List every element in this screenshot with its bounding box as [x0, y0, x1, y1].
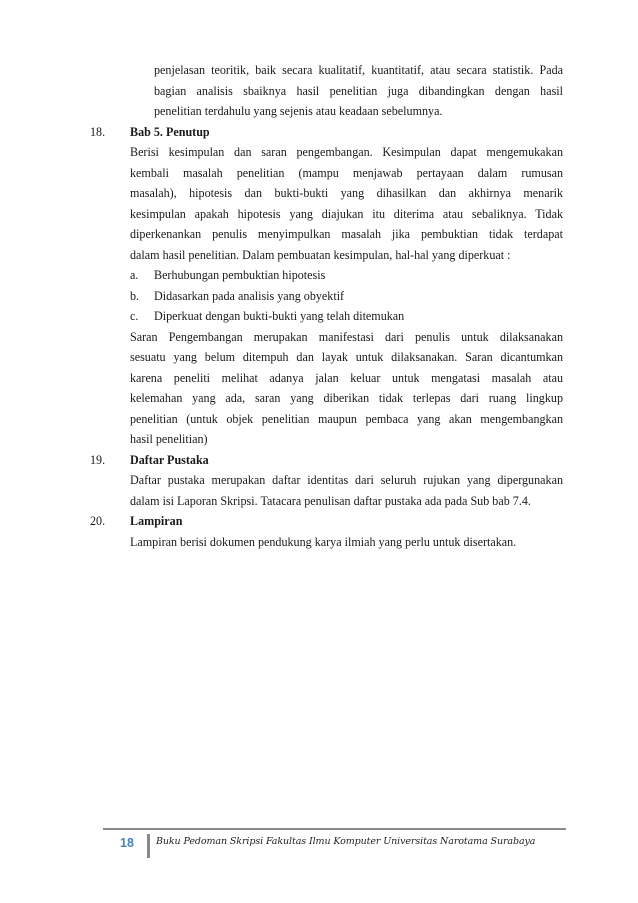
paragraph-line: kembali masalah penelitian (mampu menjawab pertayaan dalam rumusan: [130, 165, 563, 180]
sub-list-letter: a.: [130, 268, 139, 282]
page-footer: [103, 828, 566, 868]
paragraph-line: bagian analisis sbaiknya hasil penelitian juga dibandingkan dengan hasil: [154, 83, 563, 98]
sub-list-letter: c.: [130, 309, 139, 323]
footer-rule: [103, 828, 566, 830]
paragraph-line: masalah), hipotesis dan bukti-bukti yang dihasilkan dan akhirnya menarik: [130, 186, 563, 200]
document-body: [0, 60, 638, 552]
paragraph-line: Berisi kesimpulan dan saran pengembangan. Kesimpulan dapat mengemukakan: [130, 145, 563, 159]
paragraph-line: diperkenankan penulis menyimpulkan masalah jika pembuktian tidak terdapat: [130, 227, 563, 241]
section-heading-row: [0, 122, 638, 143]
sub-list-letter: b.: [130, 288, 140, 303]
paragraph-line: penjelasan teoritik, baik secara kualitatif, kuantitatif, atau secara statistik. Pada: [154, 63, 563, 77]
list-number: 20.: [90, 514, 106, 528]
paragraph-line: kelemahan yang ada, saran yang diberikan tidak terlepas dari ruang lingkup: [130, 391, 563, 405]
paragraph-line: kesimpulan apakah hipotesis yang diajukan itu diterima atau sebaliknya. Tidak: [130, 206, 563, 221]
sub-list-item: [0, 306, 638, 327]
footer-divider: [147, 834, 150, 858]
sub-list-text: Berhubungan pembuktian hipotesis: [154, 268, 326, 282]
section-heading: Bab 5. Penutup: [130, 124, 210, 139]
paragraph-line: hasil penelitian): [130, 432, 208, 446]
paragraph-line: penelitian (untuk objek penelitian maupun pembaca yang akan mengembangkan: [130, 411, 563, 426]
section-heading: Lampiran: [130, 514, 183, 528]
sub-list-item: [0, 286, 638, 307]
paragraph-line: Lampiran berisi dokumen pendukung karya ilmiah yang perlu untuk disertakan.: [130, 534, 517, 549]
paragraph-line: penelitian terdahulu yang sejenis atau keadaan sebelumnya.: [154, 104, 443, 118]
paragraph-line: dalam isi Laporan Skripsi. Tatacara penulisan daftar pustaka ada pada Sub bab 7.4.: [130, 493, 531, 508]
paragraph-line: karena peneliti melihat adanya jalan keluar untuk mengatasi masalah atau: [130, 370, 563, 385]
sub-list-text: Diperkuat dengan bukti-bukti yang telah ditemukan: [154, 309, 405, 323]
sub-list-text: Didasarkan pada analisis yang obyektif: [154, 288, 345, 303]
section-heading-row: [0, 450, 638, 471]
paragraph-line: dalam hasil penelitian. Dalam pembuatan kesimpulan, hal-hal yang diperkuat :: [130, 247, 511, 262]
sub-list-item: [0, 265, 638, 286]
section-heading: Daftar Pustaka: [130, 452, 209, 467]
section-heading-row: [0, 511, 638, 532]
paragraph-line: Saran Pengembangan merupakan manifestasi dari penulis untuk dilaksanakan: [130, 329, 563, 344]
paragraph-line: Daftar pustaka merupakan daftar identitas dari seluruh rujukan yang dipergunakan: [130, 473, 563, 487]
list-number: 19.: [90, 452, 106, 467]
page-number: 18: [120, 836, 134, 850]
footer-title: Buku Pedoman Skripsi Fakultas Ilmu Komputer Universitas Narotama Surabaya: [156, 836, 536, 847]
list-number: 18.: [90, 124, 106, 139]
paragraph-line: sesuatu yang belum ditempuh dan layak untuk dilaksanakan. Saran dicantumkan: [130, 350, 563, 364]
